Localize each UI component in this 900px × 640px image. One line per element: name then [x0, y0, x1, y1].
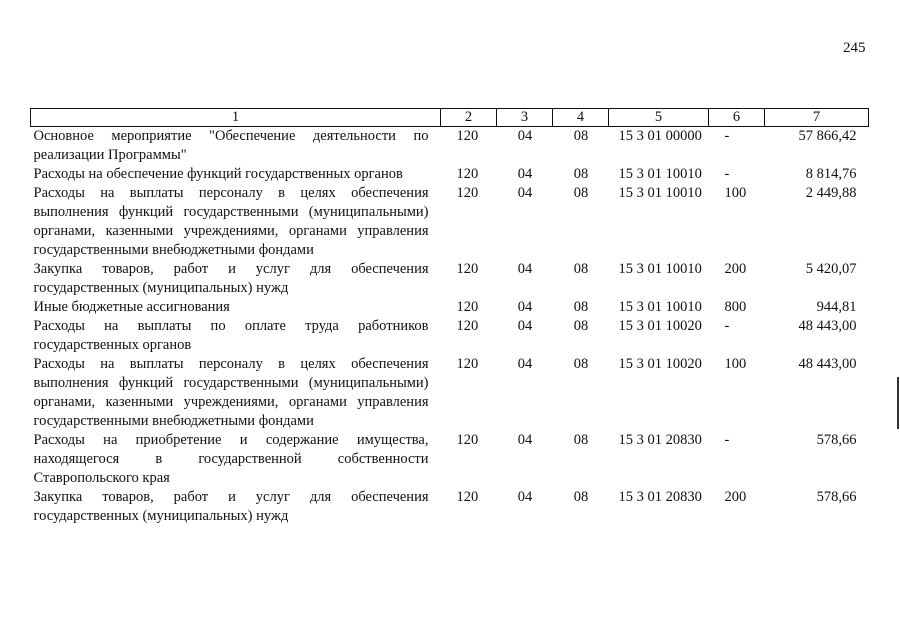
row-name: Расходы на выплаты персоналу в целях обеспечения выполнения функций государственными (муниципальными) органами, казенными учреждениями, органами управления государственными внебюджетными фондами: [33, 185, 429, 258]
column-header: 6: [709, 109, 765, 127]
cell-amount: 48 443,00: [798, 356, 857, 372]
cell-expense-type: 100: [724, 185, 747, 201]
cell-amount: 48 443,00: [798, 318, 857, 334]
cell-expense-type: -: [724, 318, 730, 334]
cell-expense-type: 200: [724, 489, 747, 505]
table-row: [31, 298, 869, 317]
cell-subsection: 08: [573, 166, 589, 182]
cell-target-code: 15 3 01 20830: [618, 489, 702, 505]
row-name: Основное мероприятие "Обеспечение деятельности по реализации Программы": [33, 128, 429, 163]
cell-ministry-code: 120: [456, 185, 479, 201]
table-header-row: [31, 109, 869, 127]
cell-ministry-code: 120: [456, 356, 479, 372]
cell-section: 04: [517, 128, 533, 144]
row-name: Расходы на приобретение и содержание имущества, находящегося в государственной собственности Ставропольского края: [33, 432, 429, 486]
cell-subsection: 08: [573, 489, 589, 505]
cell-subsection: 08: [573, 261, 589, 277]
cell-target-code: 15 3 01 10020: [618, 318, 702, 334]
table-row: [31, 127, 869, 166]
cell-section: 04: [517, 261, 533, 277]
scan-edge-line: [897, 377, 899, 429]
row-name: Расходы на выплаты персоналу в целях обеспечения выполнения функций государственными (муниципальными) органами, казенными учреждениями, органами управления государственными внебюджетными фондами: [33, 356, 429, 429]
budget-table: [30, 108, 869, 526]
column-header: 7: [765, 109, 869, 127]
table-row: [31, 488, 869, 526]
page-number: 245: [843, 40, 866, 56]
cell-subsection: 08: [573, 299, 589, 315]
cell-section: 04: [517, 432, 533, 448]
column-header: 2: [441, 109, 497, 127]
column-header: 1: [31, 109, 441, 127]
cell-target-code: 15 3 01 10010: [618, 299, 702, 315]
cell-amount: 578,66: [816, 489, 857, 505]
cell-amount: 8 814,76: [805, 166, 857, 182]
cell-ministry-code: 120: [456, 489, 479, 505]
row-name: Закупка товаров, работ и услуг для обеспечения государственных (муниципальных) нужд: [33, 261, 429, 296]
cell-subsection: 08: [573, 356, 589, 372]
row-name: Иные бюджетные ассигнования: [33, 299, 230, 315]
cell-expense-type: 100: [724, 356, 747, 372]
column-header: 5: [609, 109, 709, 127]
cell-amount: 5 420,07: [805, 261, 857, 277]
cell-ministry-code: 120: [456, 432, 479, 448]
row-name: Закупка товаров, работ и услуг для обеспечения государственных (муниципальных) нужд: [33, 489, 429, 524]
cell-ministry-code: 120: [456, 128, 479, 144]
cell-section: 04: [517, 356, 533, 372]
cell-ministry-code: 120: [456, 261, 479, 277]
cell-amount: 578,66: [816, 432, 857, 448]
table-row: [31, 184, 869, 260]
cell-target-code: 15 3 01 10010: [618, 166, 702, 182]
cell-section: 04: [517, 318, 533, 334]
cell-expense-type: -: [724, 432, 730, 448]
cell-expense-type: -: [724, 166, 730, 182]
cell-expense-type: -: [724, 128, 730, 144]
table-row: [31, 431, 869, 488]
table-row: [31, 165, 869, 184]
cell-section: 04: [517, 166, 533, 182]
row-name: Расходы на обеспечение функций государственных органов: [33, 166, 403, 182]
cell-expense-type: 800: [724, 299, 747, 315]
cell-expense-type: 200: [724, 261, 747, 277]
column-header: 3: [497, 109, 553, 127]
cell-subsection: 08: [573, 318, 589, 334]
row-name: Расходы на выплаты по оплате труда работников государственных органов: [33, 318, 429, 353]
table-row: [31, 317, 869, 355]
cell-target-code: 15 3 01 00000: [618, 128, 702, 144]
cell-target-code: 15 3 01 10010: [618, 185, 702, 201]
cell-amount: 57 866,42: [798, 128, 857, 144]
column-header: 4: [553, 109, 609, 127]
cell-target-code: 15 3 01 10020: [618, 356, 702, 372]
cell-subsection: 08: [573, 128, 589, 144]
cell-subsection: 08: [573, 185, 589, 201]
cell-ministry-code: 120: [456, 166, 479, 182]
cell-ministry-code: 120: [456, 318, 479, 334]
table-row: [31, 355, 869, 431]
table-row: [31, 260, 869, 298]
cell-target-code: 15 3 01 10010: [618, 261, 702, 277]
cell-ministry-code: 120: [456, 299, 479, 315]
cell-subsection: 08: [573, 432, 589, 448]
cell-section: 04: [517, 299, 533, 315]
cell-section: 04: [517, 489, 533, 505]
cell-amount: 944,81: [816, 299, 857, 315]
cell-target-code: 15 3 01 20830: [618, 432, 702, 448]
cell-section: 04: [517, 185, 533, 201]
cell-amount: 2 449,88: [805, 185, 857, 201]
